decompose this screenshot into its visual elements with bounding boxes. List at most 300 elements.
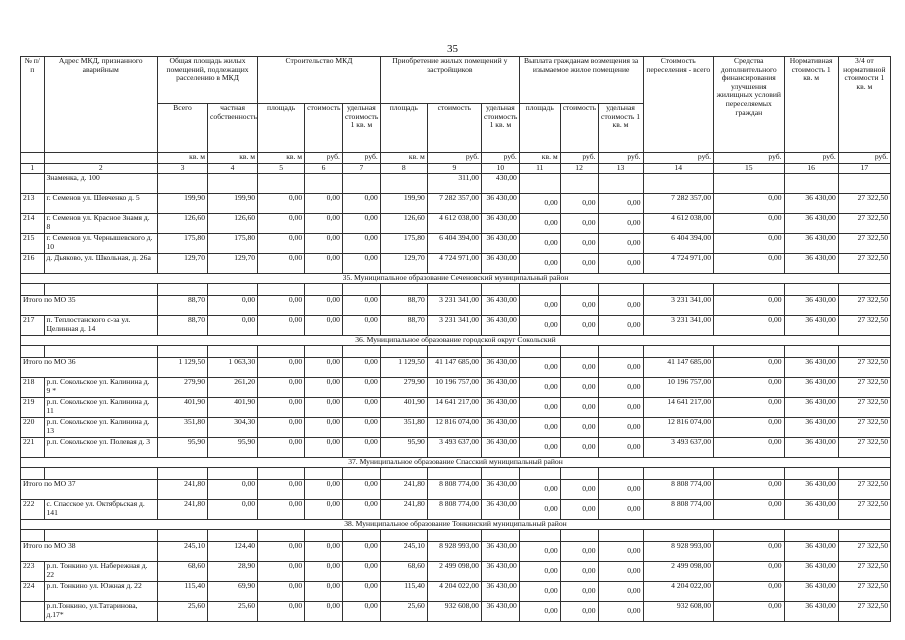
- total-label: Итого по МО 37: [21, 480, 158, 500]
- table-cell: 6 404 394,00: [643, 234, 714, 254]
- table-cell: 0,00: [598, 438, 643, 458]
- table-cell: 0,00: [342, 398, 380, 418]
- table-cell: 95,90: [380, 438, 427, 458]
- table-cell: 7 282 357,00: [643, 194, 714, 214]
- table-cell: 199,90: [157, 194, 207, 214]
- table-cell: 0,00: [560, 582, 598, 602]
- table-cell: 36 430,00: [481, 254, 519, 274]
- table-cell: 36 430,00: [481, 542, 519, 562]
- table-cell: 4 204 022,00: [643, 582, 714, 602]
- table-cell: [305, 174, 343, 194]
- table-cell: 0,00: [342, 214, 380, 234]
- spacer-cell: [208, 284, 258, 296]
- column-number: 2: [44, 164, 157, 174]
- table-cell: 0,00: [519, 234, 560, 254]
- table-cell: 0,00: [598, 500, 643, 520]
- table-cell: 0,00: [342, 296, 380, 316]
- table-cell: 0,00: [258, 234, 305, 254]
- unit-cell: руб.: [714, 153, 785, 164]
- table-cell: 0,00: [598, 582, 643, 602]
- header-area-group: Общая площадь жилых помещений, подлежащих расселению в МКД: [157, 57, 257, 104]
- table-cell: 3 493 637,00: [643, 438, 714, 458]
- row-index: 224: [21, 582, 45, 602]
- spacer-cell: [838, 346, 890, 358]
- table-cell: 0,00: [519, 438, 560, 458]
- total-label: Итого по МО 35: [21, 296, 158, 316]
- table-cell: 932 608,00: [427, 602, 481, 622]
- table-cell: 36 430,00: [481, 418, 519, 438]
- table-cell: 115,40: [157, 582, 207, 602]
- table-cell: 0,00: [560, 358, 598, 378]
- table-cell: 25,60: [380, 602, 427, 622]
- table-cell: 69,90: [208, 582, 258, 602]
- table-cell: 0,00: [208, 316, 258, 336]
- row-index: 216: [21, 254, 45, 274]
- table-cell: 0,00: [598, 254, 643, 274]
- table-cell: 0,00: [258, 500, 305, 520]
- spacer-cell: [560, 530, 598, 542]
- table-cell: 4 724 971,00: [427, 254, 481, 274]
- section-title: 37. Муниципальное образование Спасский муниципальный район: [21, 458, 891, 468]
- table-cell: 0,00: [714, 194, 785, 214]
- table-cell: 36 430,00: [481, 602, 519, 622]
- table-row: [21, 582, 891, 602]
- table-cell: 0,00: [258, 296, 305, 316]
- table-cell: 1 129,50: [157, 358, 207, 378]
- table-cell: 129,70: [380, 254, 427, 274]
- column-number: 12: [560, 164, 598, 174]
- table-cell: 0,00: [714, 480, 785, 500]
- table-cell: 0,00: [714, 542, 785, 562]
- spacer-cell: [380, 530, 427, 542]
- header-sub-unit-cost: удельная стоимость 1 кв. м: [598, 104, 643, 153]
- table-cell: 14 641 217,00: [427, 398, 481, 418]
- table-cell: 14 641 217,00: [643, 398, 714, 418]
- table-cell: 8 808 774,00: [427, 480, 481, 500]
- spacer-cell: [44, 530, 157, 542]
- table-cell: 27 322,50: [838, 562, 890, 582]
- table-cell: 0,00: [714, 562, 785, 582]
- header-address: Адрес МКД, признанного аварийным: [44, 57, 157, 153]
- table-cell: 4 204 022,00: [427, 582, 481, 602]
- table-cell: 0,00: [560, 500, 598, 520]
- table-cell: 0,00: [598, 398, 643, 418]
- table-cell: 0,00: [714, 214, 785, 234]
- header-sub-unit-cost: удельная стоимость 1 кв. м: [481, 104, 519, 153]
- spacer-cell: [519, 530, 560, 542]
- spacer-cell: [258, 468, 305, 480]
- table-cell: 311,00: [427, 174, 481, 194]
- address-cell: р.п. Сокольское ул. Полевая д. 3: [44, 438, 157, 458]
- table-cell: 0,00: [208, 500, 258, 520]
- table-cell: 88,70: [380, 296, 427, 316]
- spacer-cell: [560, 284, 598, 296]
- table-cell: 95,90: [157, 438, 207, 458]
- column-number: 15: [714, 164, 785, 174]
- spacer-cell: [784, 530, 838, 542]
- table-cell: 36 430,00: [784, 214, 838, 234]
- spacer-cell: [519, 284, 560, 296]
- table-cell: 0,00: [305, 438, 343, 458]
- table-cell: 0,00: [714, 358, 785, 378]
- table-cell: [342, 174, 380, 194]
- section-row: [21, 458, 891, 468]
- spacer-row: [21, 530, 891, 542]
- row-index: 218: [21, 378, 45, 398]
- address-cell: р.п. Сокольское ул. Калинина д. 9 *: [44, 378, 157, 398]
- table-cell: 199,90: [380, 194, 427, 214]
- column-number: 4: [208, 164, 258, 174]
- table-cell: 1 063,30: [208, 358, 258, 378]
- table-cell: 27 322,50: [838, 214, 890, 234]
- spacer-cell: [157, 284, 207, 296]
- row-index: 222: [21, 500, 45, 520]
- column-number: 10: [481, 164, 519, 174]
- table-cell: [598, 174, 643, 194]
- header-sub-cost: стоимость: [560, 104, 598, 153]
- table-cell: 95,90: [208, 438, 258, 458]
- header-purchase-group: Приобретение жилых помещений у застройщиков: [380, 57, 519, 104]
- column-number: 16: [784, 164, 838, 174]
- address-cell: г. Семенов ул. Чернышевского д. 10: [44, 234, 157, 254]
- spacer-cell: [598, 530, 643, 542]
- table-cell: 3 231 341,00: [643, 296, 714, 316]
- table-cell: 279,90: [380, 378, 427, 398]
- table-cell: 3 231 341,00: [427, 296, 481, 316]
- spacer-cell: [258, 346, 305, 358]
- spacer-cell: [21, 346, 45, 358]
- table-cell: 36 430,00: [784, 398, 838, 418]
- spacer-row: [21, 284, 891, 296]
- table-row: [21, 234, 891, 254]
- unit-cell: кв. м: [380, 153, 427, 164]
- table-cell: 0,00: [258, 602, 305, 622]
- table-cell: 351,80: [380, 418, 427, 438]
- header-cost-total: Стоимость переселения - всего: [643, 57, 714, 153]
- spacer-cell: [21, 284, 45, 296]
- table-cell: 36 430,00: [784, 562, 838, 582]
- table-cell: 401,90: [208, 398, 258, 418]
- table-cell: 0,00: [714, 296, 785, 316]
- table-cell: [838, 174, 890, 194]
- table-cell: 279,90: [157, 378, 207, 398]
- table-cell: 0,00: [560, 602, 598, 622]
- column-number: 8: [380, 164, 427, 174]
- unit-cell: кв. м: [208, 153, 258, 164]
- spacer-cell: [208, 468, 258, 480]
- unit-cell: руб.: [838, 153, 890, 164]
- table-cell: 88,70: [380, 316, 427, 336]
- spacer-cell: [784, 346, 838, 358]
- table-cell: 36 430,00: [784, 438, 838, 458]
- table-cell: 0,00: [258, 358, 305, 378]
- table-cell: 0,00: [258, 562, 305, 582]
- spacer-cell: [598, 346, 643, 358]
- total-label: Итого по МО 38: [21, 542, 158, 562]
- table-cell: 36 430,00: [784, 582, 838, 602]
- spacer-cell: [560, 468, 598, 480]
- row-index: 217: [21, 316, 45, 336]
- header-construction-group: Строительство МКД: [258, 57, 381, 104]
- page-number: 35: [447, 43, 458, 55]
- table-cell: 27 322,50: [838, 358, 890, 378]
- address-cell: с. Спасское ул. Октябрьская д. 141: [44, 500, 157, 520]
- table-cell: 0,00: [305, 582, 343, 602]
- table-cell: 0,00: [305, 562, 343, 582]
- unit-cell: кв. м: [157, 153, 207, 164]
- table-cell: 0,00: [560, 562, 598, 582]
- table-cell: 0,00: [258, 542, 305, 562]
- table-cell: 3 231 341,00: [427, 316, 481, 336]
- table-cell: 7 282 357,00: [427, 194, 481, 214]
- table-cell: 68,60: [380, 562, 427, 582]
- table-cell: 0,00: [305, 542, 343, 562]
- table-cell: 0,00: [342, 480, 380, 500]
- table-cell: 0,00: [305, 378, 343, 398]
- table-cell: 241,80: [157, 500, 207, 520]
- table-cell: 0,00: [342, 418, 380, 438]
- spacer-cell: [342, 530, 380, 542]
- header-sub-unit-cost: удельная стоимость 1 кв. м: [342, 104, 380, 153]
- table-row: [21, 398, 891, 418]
- table-cell: 0,00: [598, 194, 643, 214]
- table-cell: 36 430,00: [481, 296, 519, 316]
- table-row: [21, 316, 891, 336]
- row-index: 214: [21, 214, 45, 234]
- table-cell: 0,00: [519, 358, 560, 378]
- table-cell: 0,00: [598, 234, 643, 254]
- table-row: [21, 562, 891, 582]
- table-cell: 27 322,50: [838, 254, 890, 274]
- table-cell: 25,60: [208, 602, 258, 622]
- spacer-cell: [643, 284, 714, 296]
- table-cell: 0,00: [208, 480, 258, 500]
- spacer-cell: [208, 530, 258, 542]
- column-number: 9: [427, 164, 481, 174]
- table-cell: 36 430,00: [784, 378, 838, 398]
- column-number: 3: [157, 164, 207, 174]
- table-cell: 0,00: [560, 234, 598, 254]
- table-cell: 0,00: [258, 214, 305, 234]
- table-cell: 0,00: [714, 418, 785, 438]
- spacer-cell: [714, 530, 785, 542]
- table-cell: 0,00: [519, 480, 560, 500]
- table-cell: 0,00: [519, 296, 560, 316]
- table-cell: 0,00: [560, 296, 598, 316]
- table-cell: 36 430,00: [481, 234, 519, 254]
- table-cell: 0,00: [519, 418, 560, 438]
- table-cell: 36 430,00: [784, 500, 838, 520]
- table-cell: 0,00: [305, 234, 343, 254]
- unit-cell: руб.: [481, 153, 519, 164]
- table-cell: 27 322,50: [838, 418, 890, 438]
- table-cell: 0,00: [714, 234, 785, 254]
- table-cell: 0,00: [342, 316, 380, 336]
- table-cell: 245,10: [380, 542, 427, 562]
- unit-cell: руб.: [784, 153, 838, 164]
- table-cell: 27 322,50: [838, 398, 890, 418]
- spacer-cell: [305, 468, 343, 480]
- table-cell: 199,90: [208, 194, 258, 214]
- table-cell: 10 196 757,00: [643, 378, 714, 398]
- row-index: 215: [21, 234, 45, 254]
- spacer-cell: [784, 284, 838, 296]
- total-row: [21, 542, 891, 562]
- table-cell: 0,00: [305, 358, 343, 378]
- table-cell: 0,00: [342, 602, 380, 622]
- section-title: 35. Муниципальное образование Сеченовский муниципальный район: [21, 274, 891, 284]
- spacer-cell: [44, 346, 157, 358]
- table-cell: 4 724 971,00: [643, 254, 714, 274]
- table-row: [21, 254, 891, 274]
- table-cell: 0,00: [598, 316, 643, 336]
- spacer-row: [21, 468, 891, 480]
- table-cell: 36 430,00: [784, 254, 838, 274]
- table-cell: 0,00: [305, 602, 343, 622]
- address-cell: г. Семенов ул. Шевченко д. 5: [44, 194, 157, 214]
- spacer-cell: [481, 530, 519, 542]
- table-row: [21, 438, 891, 458]
- table-cell: 8 808 774,00: [643, 480, 714, 500]
- address-cell: р.п. Сокольское ул. Калинина д. 13: [44, 418, 157, 438]
- table-cell: 36 430,00: [481, 214, 519, 234]
- header-norm-cost: Нормативная стоимость 1 кв. м: [784, 57, 838, 153]
- spacer-cell: [643, 346, 714, 358]
- address-cell: р.п. Тонкино ул. Южная д. 22: [44, 582, 157, 602]
- table-cell: 27 322,50: [838, 378, 890, 398]
- header-sub-cost: стоимость: [427, 104, 481, 153]
- table-cell: 27 322,50: [838, 542, 890, 562]
- table-cell: 0,00: [305, 296, 343, 316]
- table-cell: 0,00: [519, 378, 560, 398]
- table-cell: 401,90: [157, 398, 207, 418]
- spacer-cell: [44, 468, 157, 480]
- table-cell: 0,00: [598, 480, 643, 500]
- table-cell: 36 430,00: [784, 296, 838, 316]
- table-cell: 36 430,00: [784, 418, 838, 438]
- table-cell: [714, 174, 785, 194]
- total-row: [21, 358, 891, 378]
- table-cell: 0,00: [560, 398, 598, 418]
- table-cell: 36 430,00: [481, 358, 519, 378]
- table-cell: 932 608,00: [643, 602, 714, 622]
- spacer-cell: [305, 284, 343, 296]
- header-three-quarters: 3/4 от нормативной стоимости 1 кв. м: [838, 57, 890, 153]
- header-index: № п/п: [21, 57, 45, 153]
- unit-cell: руб.: [427, 153, 481, 164]
- address-cell: р.п. Сокольское ул. Калинина д. 11: [44, 398, 157, 418]
- table-cell: 126,60: [157, 214, 207, 234]
- spacer-cell: [838, 284, 890, 296]
- table-cell: 25,60: [157, 602, 207, 622]
- table-cell: 27 322,50: [838, 316, 890, 336]
- table-cell: 36 430,00: [481, 194, 519, 214]
- row-index: 213: [21, 194, 45, 214]
- table-cell: 0,00: [258, 398, 305, 418]
- table-cell: 0,00: [598, 602, 643, 622]
- table-cell: 0,00: [305, 500, 343, 520]
- table-cell: 0,00: [560, 378, 598, 398]
- table-cell: 36 430,00: [784, 358, 838, 378]
- table-cell: 41 147 685,00: [643, 358, 714, 378]
- table-cell: [157, 174, 207, 194]
- table-cell: 0,00: [714, 398, 785, 418]
- table-cell: 241,80: [157, 480, 207, 500]
- column-number: 6: [305, 164, 343, 174]
- table-cell: 27 322,50: [838, 480, 890, 500]
- table-cell: 0,00: [560, 254, 598, 274]
- spacer-cell: [305, 530, 343, 542]
- spacer-cell: [342, 346, 380, 358]
- table-cell: 430,00: [481, 174, 519, 194]
- table-cell: 68,60: [157, 562, 207, 582]
- table-cell: 0,00: [714, 316, 785, 336]
- table-cell: 3 493 637,00: [427, 438, 481, 458]
- column-number: 11: [519, 164, 560, 174]
- unit-cell: руб.: [342, 153, 380, 164]
- table-cell: 0,00: [519, 542, 560, 562]
- table-cell: 129,70: [157, 254, 207, 274]
- spacer-cell: [519, 346, 560, 358]
- table-cell: 175,80: [380, 234, 427, 254]
- spacer-cell: [157, 530, 207, 542]
- table-cell: 0,00: [519, 316, 560, 336]
- table-cell: 36 430,00: [784, 234, 838, 254]
- table-cell: 0,00: [560, 316, 598, 336]
- spacer-cell: [380, 468, 427, 480]
- table-cell: 0,00: [342, 234, 380, 254]
- table-cell: 0,00: [714, 602, 785, 622]
- unit-cell: руб.: [560, 153, 598, 164]
- spacer-cell: [380, 346, 427, 358]
- row-index: 221: [21, 438, 45, 458]
- address-cell: р.п.Тонкино, ул.Татаринова, д.17*: [44, 602, 157, 622]
- table-cell: 0,00: [342, 582, 380, 602]
- section-row: [21, 336, 891, 346]
- table-cell: 0,00: [342, 542, 380, 562]
- table-cell: 88,70: [157, 316, 207, 336]
- table-cell: 129,70: [208, 254, 258, 274]
- total-row: [21, 480, 891, 500]
- table-cell: 0,00: [519, 500, 560, 520]
- header-sub-area: площадь: [380, 104, 427, 153]
- table-cell: 0,00: [342, 438, 380, 458]
- column-number: 1: [21, 164, 45, 174]
- table-cell: 0,00: [342, 254, 380, 274]
- table-cell: 1 129,50: [380, 358, 427, 378]
- total-label: Итого по МО 36: [21, 358, 158, 378]
- table-cell: 36 430,00: [784, 316, 838, 336]
- table-cell: 4 612 038,00: [427, 214, 481, 234]
- table-cell: 0,00: [305, 254, 343, 274]
- table-cell: 36 430,00: [481, 582, 519, 602]
- table-cell: 0,00: [519, 602, 560, 622]
- table-cell: [784, 174, 838, 194]
- table-cell: 2 499 098,00: [643, 562, 714, 582]
- table-cell: 0,00: [714, 582, 785, 602]
- table-cell: 88,70: [157, 296, 207, 316]
- table-cell: 8 928 993,00: [427, 542, 481, 562]
- table-cell: 0,00: [519, 214, 560, 234]
- spacer-cell: [481, 468, 519, 480]
- table-cell: 0,00: [258, 254, 305, 274]
- table-cell: [643, 174, 714, 194]
- address-cell: д. Дьяково, ул. Школьная, д. 26а: [44, 254, 157, 274]
- unit-cell: кв. м: [258, 153, 305, 164]
- table-cell: 36 430,00: [481, 500, 519, 520]
- spacer-cell: [427, 346, 481, 358]
- column-number: 14: [643, 164, 714, 174]
